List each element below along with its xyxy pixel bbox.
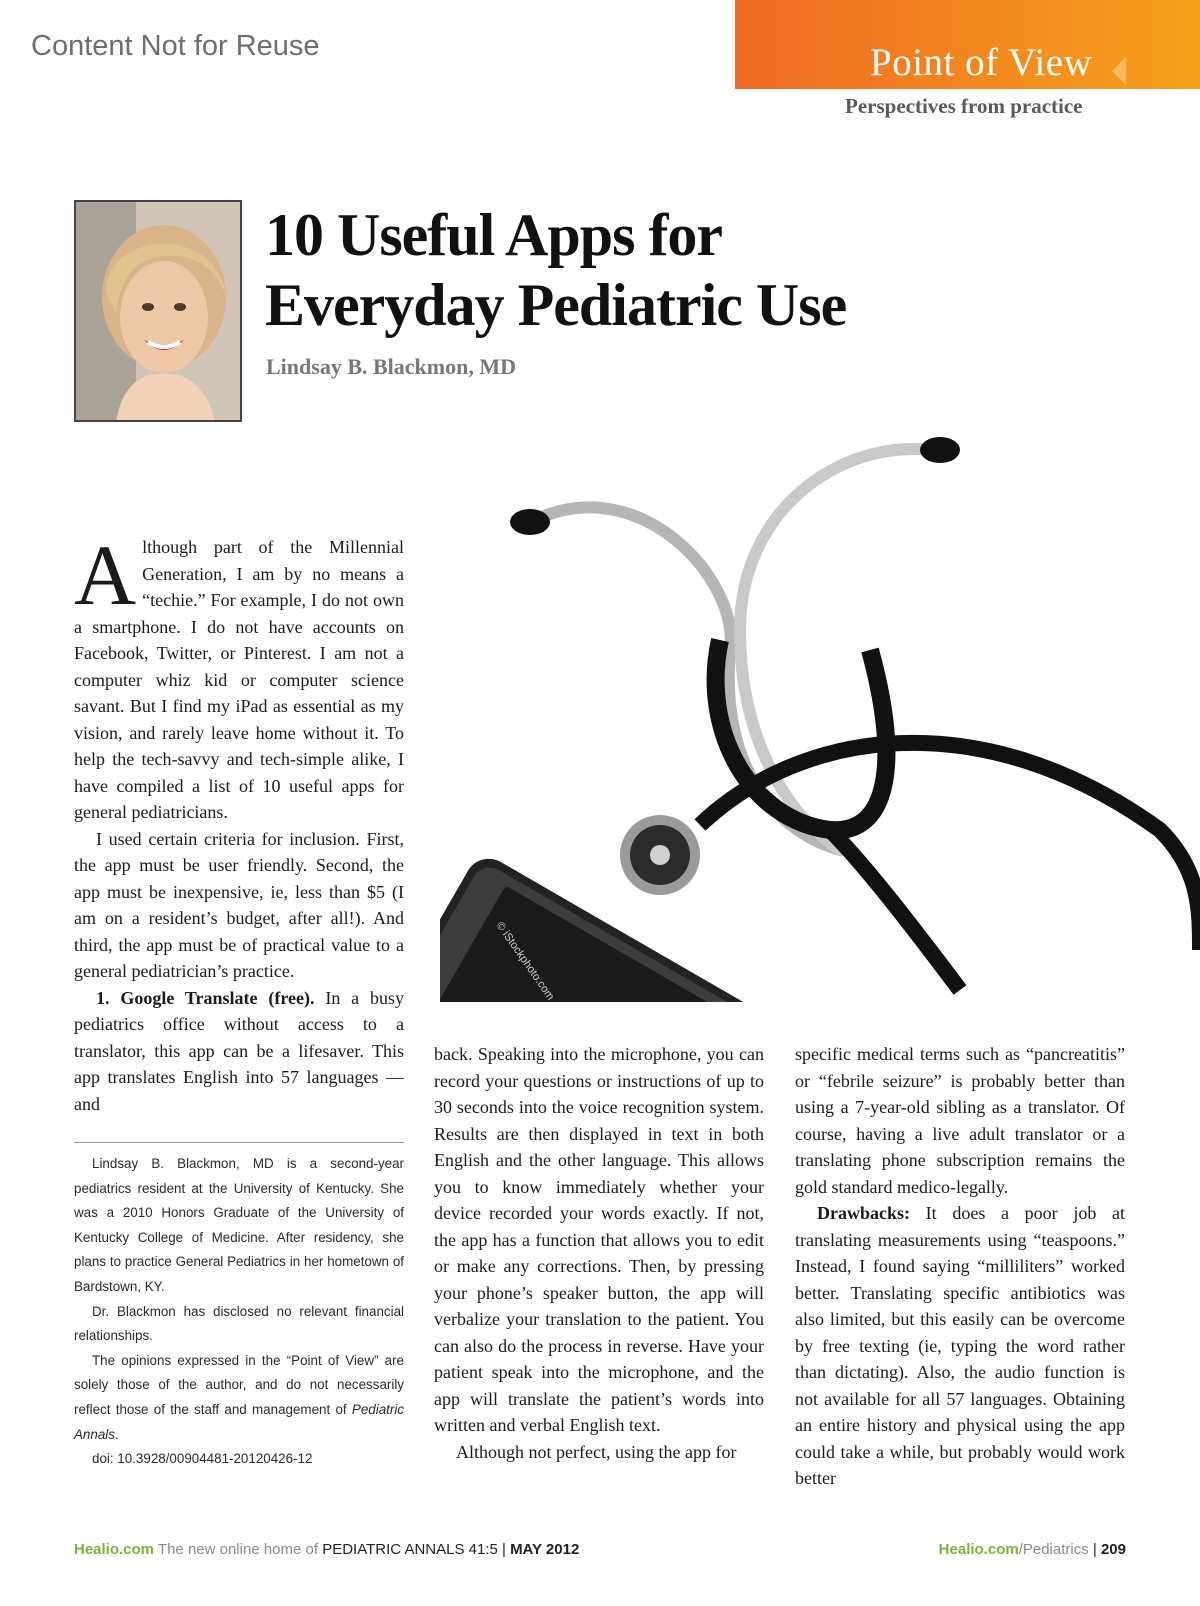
journal-name: Pediatric Annals	[74, 1401, 404, 1442]
drawbacks-heading: Drawbacks:	[817, 1203, 910, 1223]
app-1-text: In a busy pediatrics office without access to a translator, this app can be a lifesaver. This app translates English into 57 languages — and	[74, 987, 404, 1114]
stethoscope-phone-image	[440, 430, 1200, 1002]
intro-paragraph: lthough part of the Millennial Generation, I am by no means a “techie.” For example, I do not own a smartphone. I do not have accounts on Facebook, Twitter, or Pinterest. I am not a computer whiz kid or computer science savant. But I find my iPad as essential as my vision, and rarely leave home without it. To help the tech-savvy and tech-simple alike, I have compiled a list of 10 useful apps for general pediatricians.	[74, 537, 404, 822]
opinion-disclaimer: The opinions expressed in the “Point of View” are solely those of the author, and do not necessarily reflect those of the staff and management of Pediatric Annals.	[74, 1352, 404, 1442]
doi: doi: 10.3928/00904481-20120426-12	[92, 1451, 313, 1467]
column-3	[795, 1041, 1125, 1492]
banner-notch	[1112, 57, 1126, 85]
app-1-heading: 1. Google Translate (free).	[96, 987, 315, 1008]
criteria-paragraph: I used certain criteria for inclusion. First, the app must be user friendly. Second, the app must be inexpensive, ie, less than $5 (I am on a resident’s budget, after all!). And third, the app must be of practical value to a general pediatrician’s practice.	[74, 828, 404, 981]
page-number: 209	[1100, 1541, 1126, 1558]
watermark: Content Not for Reuse	[31, 30, 320, 62]
article-title	[265, 200, 846, 340]
disclosure-paragraph: Dr. Blackmon has disclosed no relevant financial relationships.	[74, 1303, 404, 1344]
section-title: Point of View	[870, 41, 1093, 84]
footer-site-link[interactable]: Healio.com	[74, 1541, 155, 1558]
drop-cap: A	[74, 527, 137, 623]
author-bio	[74, 1152, 404, 1472]
title-line-2: Everyday Pediatric Use	[265, 272, 847, 338]
footer-left: Healio.com The new online home of PEDIATRIC ANNALS 41:5 | MAY 2012	[74, 1541, 580, 1558]
footer-right: Healio.com/Pediatrics | 209	[938, 1541, 1126, 1558]
footer-date: MAY 2012	[510, 1541, 580, 1558]
footer-site-link-right[interactable]: Healio.com	[938, 1541, 1019, 1558]
author-name: Lindsay B. Blackmon, MD	[266, 354, 516, 379]
column-2-paragraph-2: Although not perfect, using the app for	[456, 1441, 737, 1462]
photo-credit: © iStockphoto.com	[493, 919, 557, 1002]
column-2-paragraph: back. Speaking into the microphone, you can record your questions or instructions of up to 30 seconds into the voice recognition system. Results are then displayed in text in both English and the other language. This allows you to know immediately whether your device recorded your words exactly. If not, the app has a function that allows you to edit or make any corrections. Then, by pressing your phone’s speaker button, the app will verbalize your translation to the patient. You can also do the process in reverse. Have your patient speak into the microphone, and the app will translate the patient’s words into written and verbal English text.	[434, 1044, 764, 1435]
drawbacks-text: It does a poor job at translating measurements using “teaspoons.” Instead, I found saying “milliliters” worked better. Translating specific antibiotics was also limited, but this easily can be overcome by free texting (ie, typing the word rather than dictating). Also, the audio function is not available for all 57 languages. Obtaining an entire history and physical using the app could take a while, but probably would work better	[795, 1203, 1125, 1488]
title-line-1: 10 Useful Apps for	[265, 202, 723, 268]
column-2	[434, 1041, 764, 1465]
footer-journal: PEDIATRIC ANNALS 41:5	[322, 1541, 498, 1558]
bio-divider	[74, 1142, 404, 1143]
column-3-paragraph: specific medical terms such as “pancreatitis” or “febrile seizure” is probably better than using a 7-year-old sibling as a translator. Of course, having a live adult translator or a translating phone subscription remains the gold standard medico-legally.	[795, 1044, 1125, 1197]
author-photo	[74, 200, 242, 422]
column-1	[74, 527, 404, 1117]
section-subtitle: Perspectives from practice	[845, 94, 1083, 118]
bio-paragraph: Lindsay B. Blackmon, MD is a second-year pediatrics resident at the University of Kentucky. She was a 2010 Honors Graduate of the University of Kentucky College of Medicine. After residency, she plans to practice General Pediatrics in her hometown of Bardstown, KY.	[74, 1156, 404, 1294]
